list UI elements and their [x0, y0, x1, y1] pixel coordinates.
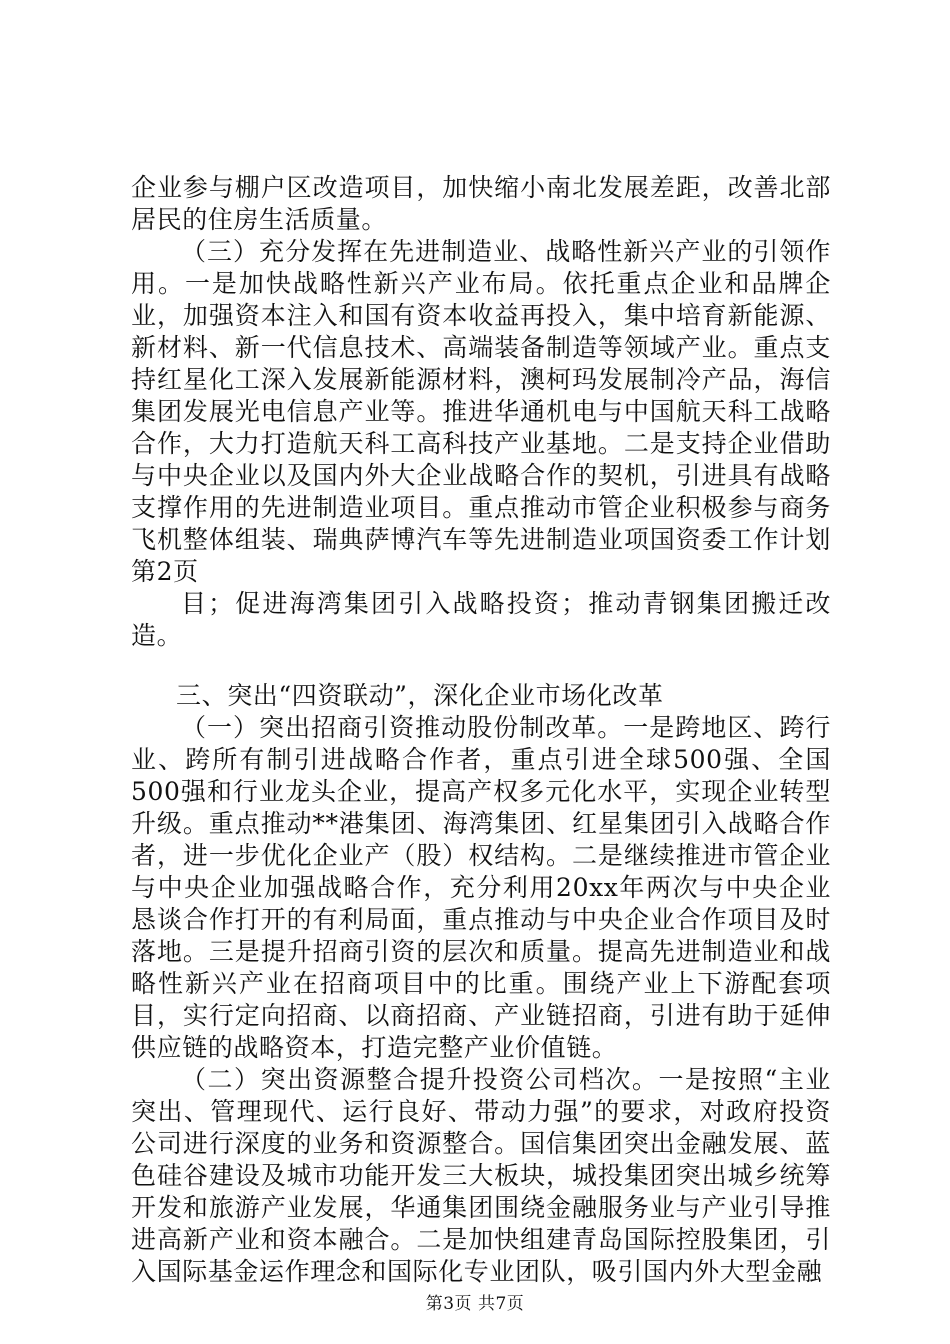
paragraph-item-three-end: 目；促进海湾集团引入战略投资；推动青钢集团搬迁改造。: [131, 589, 831, 650]
document-body: [131, 172, 831, 1288]
paragraph-item-three: （三）充分发挥在先进制造业、战略性新兴产业的引领作用。一是加快战略性新兴产业布局。依托重点企业和品牌企业，加强资本注入和国有资本收益再投入，集中培育新能源、新材料、新一代信息技术、高端装备制造等领域产业。重点支持红星化工深入发展新能源材料，澳柯玛发展制冷产品，海信集团发展光电信息产业等。推进华通机电与中国航天科工战略合作，大力打造航天科工高科技产业基地。二是支持企业借助与中央企业以及国内外大企业战略合作的契机，引进具有战略支撑作用的先进制造业项目。重点推动市管企业积极参与商务飞机整体组装、瑞典萨博汽车等先进制造业项国资委工作计划第2页: [131, 237, 831, 586]
paragraph-continuation: 企业参与棚户区改造项目，加快缩小南北发展差距，改善北部居民的住房生活质量。: [131, 173, 831, 234]
paragraph-spacer: [131, 652, 831, 680]
section-heading: 三、突出“四资联动”，深化企业市场化改革: [176, 681, 664, 710]
page-number-footer: 第3页 共7页: [425, 1294, 525, 1314]
paragraph-section-item-one: （一）突出招商引资推动股份制改革。一是跨地区、跨行业、跨所有制引进战略合作者，重点引进全球500强、全国500强和行业龙头企业，提高产权多元化水平，实现企业转型升级。重点推动**港集团、海湾集团、红星集团引入战略合作者，进一步优化企业产（股）权结构。二是继续推进市管企业与中央企业加强战略合作，充分利用20xx年两次与中央企业恳谈合作打开的有利局面，重点推动与中央企业合作项目及时落地。三是提升招商引资的层次和质量。提高先进制造业和战略性新兴产业在招商项目中的比重。围绕产业上下游配套项目，实行定向招商、以商招商、产业链招商，引进有助于延伸供应链的战略资本，打造完整产业价值链。: [131, 713, 831, 1062]
paragraph-section-item-two: （二）突出资源整合提升投资公司档次。一是按照“主业突出、管理现代、运行良好、带动力强”的要求，对政府投资公司进行深度的业务和资源整合。国信集团突出金融发展、蓝色硅谷建设及城市功能开发三大板块，城投集团突出城乡统筹开发和旅游产业发展，华通集团围绕金融服务业与产业引导推进高新产业和资本融合。二是加快组建青岛国际控股集团，引入国际基金运作理念和国际化专业团队，吸引国内外大型金融: [131, 1065, 831, 1286]
